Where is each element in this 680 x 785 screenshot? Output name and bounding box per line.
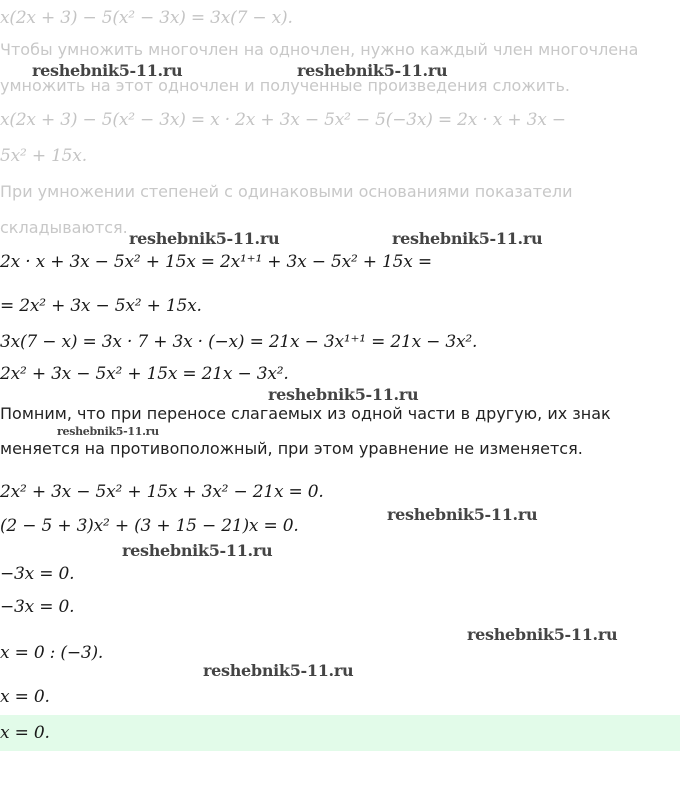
explanation-text: умножить на этот одночлен и полученные произведения сложить.	[0, 76, 570, 95]
equation-line: 2x · x + 3x − 5x² + 15x = 2x¹⁺¹ + 3x − 5x² + 15x =	[0, 252, 432, 272]
equation-line: x = 0 : (−3).	[0, 643, 104, 663]
equation-line: (2 − 5 + 3)x² + (3 + 15 − 21)x = 0.	[0, 516, 299, 536]
equation-line: = 2x² + 3x − 5x² + 15x.	[0, 296, 202, 316]
equation-line: 5x² + 15x.	[0, 146, 87, 166]
watermark: reshebnik5-11.ru	[122, 541, 273, 560]
equation-line: −3x = 0.	[0, 597, 75, 617]
equation-line: x(2x + 3) − 5(x² − 3x) = 3x(7 − x).	[0, 8, 293, 28]
watermark: reshebnik5-11.ru	[32, 61, 183, 80]
watermark: reshebnik5-11.ru	[268, 385, 419, 404]
watermark: reshebnik5-11.ru	[392, 229, 543, 248]
watermark: reshebnik5-11.ru	[467, 625, 618, 644]
watermark: reshebnik5-11.ru	[297, 61, 448, 80]
explanation-text: Чтобы умножить многочлен на одночлен, нужно каждый член многочлена	[0, 40, 639, 59]
explanation-text: Помним, что при переносе слагаемых из одной части в другую, их знак	[0, 404, 611, 423]
watermark: reshebnik5-11.ru	[57, 425, 159, 438]
watermark: reshebnik5-11.ru	[129, 229, 280, 248]
answer-highlight	[0, 715, 680, 751]
watermark: reshebnik5-11.ru	[387, 505, 538, 524]
equation-line: x = 0.	[0, 687, 50, 707]
watermark: reshebnik5-11.ru	[203, 661, 354, 680]
equation-line: 2x² + 3x − 5x² + 15x + 3x² − 21x = 0.	[0, 482, 324, 502]
explanation-text: меняется на противоположный, при этом уравнение не изменяется.	[0, 439, 583, 458]
equation-line: x(2x + 3) − 5(x² − 3x) = x · 2x + 3x − 5x² − 5(−3x) = 2x · x + 3x −	[0, 110, 566, 130]
answer-line: x = 0.	[0, 723, 50, 743]
equation-line: 3x(7 − x) = 3x · 7 + 3x · (−x) = 21x − 3x¹⁺¹ = 21x − 3x².	[0, 332, 478, 352]
equation-line: −3x = 0.	[0, 564, 75, 584]
equation-line: 2x² + 3x − 5x² + 15x = 21x − 3x².	[0, 364, 289, 384]
explanation-text: При умножении степеней с одинаковыми основаниями показатели	[0, 182, 573, 201]
explanation-text: складываются.	[0, 218, 128, 237]
